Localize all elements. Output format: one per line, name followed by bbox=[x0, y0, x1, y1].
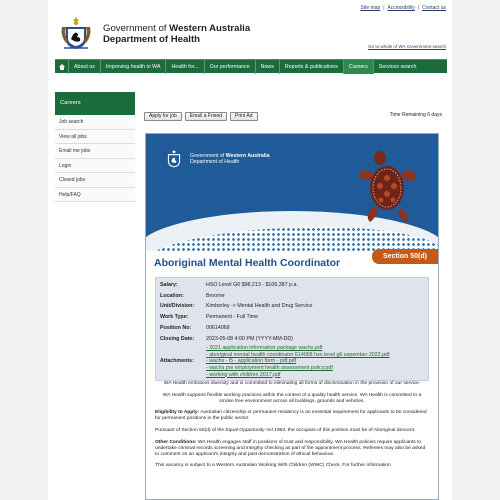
nav-our-performance[interactable]: Our performance bbox=[205, 60, 256, 74]
detail-label: Salary: bbox=[160, 282, 178, 288]
section50-act: Equal Opportunity Act 1984 bbox=[225, 427, 286, 433]
detail-value: 00614068 bbox=[206, 324, 230, 331]
coat-of-arms-logo[interactable] bbox=[58, 15, 94, 51]
main-nav bbox=[55, 59, 447, 73]
flexible-work-statement: WA Health supports flexible working practices within the context of a quality health service. WA Health is committed to a smoke free environment across all buildings, grounds and vehicles. bbox=[162, 392, 422, 404]
wa-government-search-link[interactable]: Go to whole of WA Government search bbox=[368, 44, 446, 49]
banner-agency-name bbox=[190, 153, 270, 165]
detail-value: HSO Level G6 $98,213 - $106,387 p.a. bbox=[206, 282, 298, 288]
other-conditions-label: Other Conditions: bbox=[155, 439, 197, 445]
gov-line1-bold: Western Australia bbox=[169, 23, 251, 34]
nav-home[interactable] bbox=[55, 60, 69, 74]
job-details-panel bbox=[155, 277, 429, 381]
coat-of-arms-logo-small bbox=[164, 148, 184, 168]
attachment-link[interactable]: - aboriginal mental health coordinator 614068 hso level g6 sepember 2022.pdf bbox=[206, 351, 390, 358]
time-remaining: Time Remaining 6 days bbox=[389, 112, 442, 118]
nav-reports-publications[interactable]: Reports & publications bbox=[280, 60, 344, 74]
detail-row-location bbox=[160, 291, 424, 302]
sidebar-item-login[interactable]: Login bbox=[55, 159, 135, 174]
turtle-artwork bbox=[358, 150, 422, 230]
site-map-link[interactable]: Site map bbox=[360, 5, 381, 11]
section-50d-paragraph bbox=[155, 428, 429, 434]
detail-label: Attachments: bbox=[160, 357, 194, 364]
detail-label: Unit/Division: bbox=[160, 303, 195, 310]
detail-label: Work Type: bbox=[160, 314, 189, 321]
banner-line1-prefix: Government of bbox=[190, 153, 226, 159]
page bbox=[48, 0, 452, 500]
section-50d-badge: Section 50(d) bbox=[372, 249, 438, 264]
ad-description bbox=[155, 381, 429, 475]
other-conditions-paragraph bbox=[155, 440, 429, 458]
sidebar-item-view-all-jobs[interactable]: View all jobs bbox=[55, 130, 135, 145]
detail-value: Broome bbox=[206, 292, 225, 299]
nav-services-search[interactable]: Services search bbox=[378, 63, 417, 70]
detail-row-salary bbox=[160, 280, 424, 291]
sidebar-item-closed-jobs[interactable]: Closed jobs bbox=[55, 173, 135, 188]
job-actions bbox=[144, 112, 258, 121]
job-advertisement bbox=[145, 133, 439, 500]
detail-value: 2023-05-08 4:00 PM (YYYY-MM-DD) bbox=[206, 335, 293, 342]
nav-careers[interactable]: Careers bbox=[344, 60, 374, 74]
ad-banner bbox=[146, 134, 438, 251]
nav-health-for[interactable]: Health for... bbox=[166, 60, 204, 74]
contact-us-link[interactable]: Contact us bbox=[422, 5, 446, 11]
detail-row-closing-date bbox=[160, 334, 424, 345]
job-title: Aboriginal Mental Health Coordinator bbox=[154, 257, 341, 269]
gov-line1-prefix: Government of bbox=[103, 23, 170, 34]
diversity-statement: WA Health embraces diversity and is committed to eliminating all forms of discrimination in the provision of our service. bbox=[163, 381, 421, 386]
print-ad-button[interactable]: Print Ad bbox=[230, 112, 258, 121]
utility-links: Site map | Accessibility | Contact us bbox=[360, 5, 446, 11]
department-name: Department of Health bbox=[103, 34, 201, 45]
detail-value: Kimberley -> Mental Health and Drug Service bbox=[206, 303, 313, 310]
banner-line2: Department of Health bbox=[190, 159, 240, 165]
attachment-link[interactable]: - working with children 2017.pdf bbox=[206, 371, 281, 378]
home-icon bbox=[59, 64, 65, 70]
attachment-link[interactable]: - wachs pre employment health assessment policy.pdf bbox=[206, 365, 333, 371]
apply-for-job-button[interactable]: Apply for job bbox=[144, 112, 182, 121]
wwc-paragraph: This vacancy is subject to a Western Australian Working With Children (WWC) Check. For further information bbox=[155, 463, 391, 469]
email-a-friend-button[interactable]: Email a Friend bbox=[185, 112, 227, 121]
detail-row-unit-division bbox=[160, 301, 424, 312]
sidebar-item-help-faq[interactable]: Help/FAQ bbox=[55, 188, 135, 203]
nav-improving-health[interactable]: Improving health in WA bbox=[101, 60, 167, 74]
sidebar-item-job-search[interactable]: Job search bbox=[55, 115, 135, 130]
section50-prefix: Pursuant of Section 50(d) of the bbox=[155, 427, 226, 433]
detail-label: Closing Date: bbox=[160, 335, 195, 342]
eligibility-label: Eligibility to Apply: bbox=[155, 410, 200, 416]
attachment-list bbox=[206, 344, 389, 378]
nav-news[interactable]: News bbox=[256, 60, 280, 74]
accessibility-link[interactable]: Accessibility bbox=[387, 5, 415, 11]
site-title[interactable] bbox=[103, 23, 250, 45]
sidebar bbox=[55, 92, 135, 202]
detail-row-work-type bbox=[160, 312, 424, 323]
detail-value: Permanent - Full Time bbox=[206, 314, 259, 321]
detail-label: Location: bbox=[160, 292, 184, 299]
attachment-link[interactable]: - 2021 application information package wachs.pdf bbox=[206, 345, 323, 352]
eligibility-text: Australian citizenship or permanent residency is an essential requirement for applicants to be considered for permanent positions in the public sector. bbox=[155, 410, 427, 422]
other-conditions-text: WA Health engages staff in positions of trust and responsibility. WA Health policies require applicants to undertake criminal records screening and integrity checking as part of the appointment process. Referees may also be asked to comment on an applicant's integrity and past demonstration of ethical behaviour. bbox=[155, 439, 426, 457]
section50-suffix: , the occupant of this position must be of Aboriginal descent. bbox=[285, 427, 416, 433]
attachment-link[interactable]: - wachs - i5 - application form - pdf.pdf bbox=[206, 358, 297, 365]
detail-row-position-no bbox=[160, 323, 424, 334]
sidebar-heading[interactable]: Careers bbox=[55, 92, 135, 115]
sidebar-item-email-me-jobs[interactable]: Email me jobs bbox=[55, 144, 135, 159]
banner-line1-bold: Western Australia bbox=[225, 153, 270, 159]
nav-about-us[interactable]: About us bbox=[69, 60, 101, 74]
eligibility-paragraph bbox=[155, 410, 429, 422]
detail-row-attachments bbox=[160, 344, 424, 378]
detail-label: Position No: bbox=[160, 324, 192, 331]
